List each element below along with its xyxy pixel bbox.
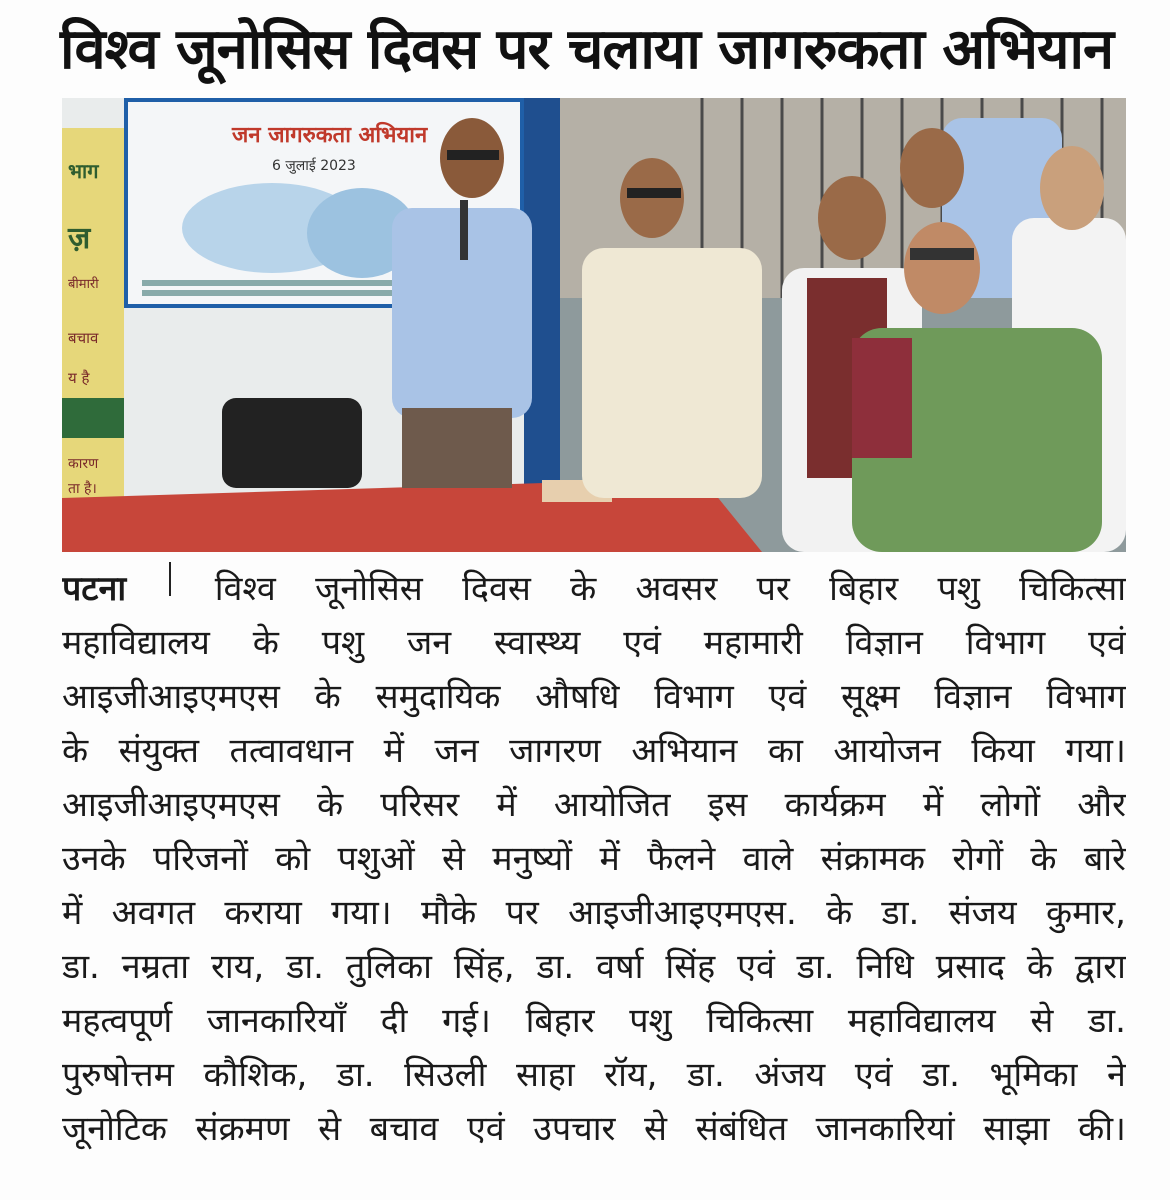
dateline: पटना bbox=[62, 569, 127, 609]
side-poster-text-6: कारण bbox=[68, 456, 99, 472]
word: गया। bbox=[1065, 731, 1126, 771]
word: आयोजित bbox=[553, 785, 671, 825]
article-line bbox=[62, 670, 1126, 724]
chair bbox=[222, 398, 362, 488]
word: गया। bbox=[331, 893, 392, 933]
word: पर bbox=[505, 893, 539, 933]
word: में bbox=[496, 785, 517, 825]
article-body bbox=[62, 562, 1126, 1156]
word: एवं bbox=[854, 1055, 893, 1095]
article-line bbox=[62, 1048, 1126, 1102]
word: अवसर bbox=[635, 569, 718, 609]
word: दी bbox=[380, 1001, 408, 1041]
word: मौके bbox=[420, 893, 477, 933]
word: लोगों bbox=[980, 785, 1041, 825]
article-line bbox=[62, 562, 1126, 616]
word: के bbox=[314, 677, 341, 717]
word: के bbox=[317, 785, 344, 825]
word: गई। bbox=[442, 1001, 491, 1041]
word: विश्व bbox=[214, 569, 276, 609]
word: स्वास्थ्य bbox=[494, 623, 581, 663]
word: अभियान bbox=[631, 731, 738, 771]
article-line bbox=[62, 616, 1126, 670]
side-poster-text-2: ज़ bbox=[68, 221, 91, 256]
word: डा. bbox=[336, 1055, 375, 1095]
article-line bbox=[62, 940, 1126, 994]
word: महाविद्यालय bbox=[62, 623, 210, 663]
word: बचाव bbox=[369, 1109, 439, 1149]
word: के bbox=[1030, 839, 1057, 879]
word: का bbox=[767, 731, 803, 771]
word: एवं bbox=[623, 623, 661, 663]
word: जूनोटिक bbox=[62, 1109, 167, 1149]
word: महामारी bbox=[703, 623, 803, 663]
event-photo-illustration bbox=[62, 98, 1126, 552]
word: मनुष्यों bbox=[492, 839, 573, 879]
event-photo bbox=[62, 98, 1126, 552]
word: इस bbox=[707, 785, 748, 825]
word: एवं bbox=[466, 1109, 505, 1149]
word: डा. bbox=[1088, 1001, 1126, 1041]
word: एवं bbox=[768, 677, 807, 717]
word: आइजीआइएमएस. bbox=[568, 893, 797, 933]
word: द्वारा bbox=[1074, 947, 1126, 987]
word: रोगों bbox=[952, 839, 1004, 879]
word: विज्ञान bbox=[845, 623, 923, 663]
word: पशु bbox=[937, 569, 980, 609]
word: पशु bbox=[321, 623, 365, 663]
word: कुमार, bbox=[1045, 893, 1126, 933]
word: रॉय, bbox=[604, 1055, 658, 1095]
word: बिहार bbox=[829, 569, 899, 609]
side-poster-text-5: य है bbox=[68, 369, 90, 387]
word: समुदायिक bbox=[375, 677, 501, 717]
word: डा. bbox=[796, 947, 835, 987]
word: आइजीआइएमएस bbox=[62, 785, 280, 825]
word: पशु bbox=[629, 1001, 672, 1041]
word: विभाग bbox=[965, 623, 1046, 663]
word: तत्वावधान bbox=[229, 731, 354, 771]
dateline-divider bbox=[169, 562, 171, 596]
article-line bbox=[62, 724, 1126, 778]
article-line bbox=[62, 994, 1126, 1048]
word: विभाग bbox=[1046, 677, 1126, 717]
word: डा. bbox=[686, 1055, 725, 1095]
word: डा. bbox=[286, 947, 324, 987]
word: डा. bbox=[62, 947, 100, 987]
word: से bbox=[441, 839, 465, 879]
word: पर bbox=[756, 569, 790, 609]
word: वाले bbox=[742, 839, 794, 879]
word: औषधि bbox=[535, 677, 620, 717]
word: जानकारियाँ bbox=[206, 1001, 346, 1041]
word: अवगत bbox=[111, 893, 196, 933]
headline: विश्व जूनोसिस दिवस पर चलाया जागरुकता अभियान bbox=[60, 17, 1114, 82]
word: ने bbox=[1106, 1055, 1126, 1095]
word: उपचार bbox=[533, 1109, 616, 1149]
word: तुलिका bbox=[345, 947, 432, 987]
word: सिंह bbox=[665, 947, 716, 987]
word: पशुओं bbox=[337, 839, 415, 879]
word: की। bbox=[1078, 1109, 1126, 1149]
article-line bbox=[62, 1102, 1126, 1156]
word: भूमिका bbox=[989, 1055, 1078, 1095]
word: नम्रता bbox=[121, 947, 190, 987]
word: में bbox=[599, 839, 620, 879]
word: कराया bbox=[224, 893, 302, 933]
word: एवं bbox=[737, 947, 775, 987]
word: उनके bbox=[62, 839, 126, 879]
word: सूक्ष्म bbox=[841, 677, 900, 717]
article-line bbox=[62, 778, 1126, 832]
word: प्रसाद bbox=[935, 947, 1005, 987]
side-poster-text-4: बचाव bbox=[68, 329, 99, 347]
word: कौशिक, bbox=[203, 1055, 308, 1095]
word: पुरुषोत्तम bbox=[62, 1055, 174, 1095]
word: एवं bbox=[1088, 623, 1126, 663]
word: जूनोसिस bbox=[315, 569, 423, 609]
word: राय, bbox=[210, 947, 265, 987]
word: सिंह, bbox=[453, 947, 515, 987]
word: बिहार bbox=[525, 1001, 595, 1041]
word: संक्रमण bbox=[195, 1109, 290, 1149]
word: साहा bbox=[515, 1055, 575, 1095]
word: से bbox=[318, 1109, 342, 1149]
word: वर्षा bbox=[596, 947, 644, 987]
article-line bbox=[62, 832, 1126, 886]
article-line bbox=[62, 886, 1126, 940]
side-poster bbox=[62, 128, 124, 498]
word: को bbox=[275, 839, 311, 879]
word: संबंधित bbox=[695, 1109, 788, 1149]
word: डा. bbox=[536, 947, 575, 987]
word: अंजय bbox=[754, 1055, 826, 1095]
banner-date: 6 जुलाई 2023 bbox=[272, 158, 356, 174]
word: के bbox=[1026, 947, 1053, 987]
word: संयुक्त bbox=[118, 731, 199, 771]
word: चिकित्सा bbox=[706, 1001, 814, 1041]
word: निधि bbox=[856, 947, 914, 987]
side-poster-text-7: ता है। bbox=[68, 481, 97, 497]
word: आइजीआइएमएस bbox=[62, 677, 280, 717]
word: से bbox=[1030, 1001, 1054, 1041]
word: के bbox=[252, 623, 279, 663]
word: साझा bbox=[983, 1109, 1050, 1149]
word: से bbox=[644, 1109, 668, 1149]
word: विज्ञान bbox=[934, 677, 1012, 717]
banner-title: जन जागरुकता अभियान bbox=[232, 123, 428, 148]
word: के bbox=[826, 893, 853, 933]
word: संक्रामक bbox=[820, 839, 926, 879]
word: महाविद्यालय bbox=[847, 1001, 996, 1041]
word: जन bbox=[434, 731, 479, 771]
word: जन bbox=[407, 623, 452, 663]
word: जागरण bbox=[509, 731, 601, 771]
side-poster-text-1: भाग bbox=[68, 159, 99, 183]
word: और bbox=[1077, 785, 1126, 825]
word: में bbox=[922, 785, 944, 825]
side-poster-text-3: बीमारी bbox=[68, 277, 99, 292]
word: किया bbox=[971, 731, 1035, 771]
word: के bbox=[62, 731, 89, 771]
word: संजय bbox=[948, 893, 1017, 933]
word: जानकारियां bbox=[815, 1109, 955, 1149]
word: कार्यक्रम bbox=[784, 785, 886, 825]
word: के bbox=[570, 569, 597, 609]
word: डा. bbox=[881, 893, 920, 933]
word: में bbox=[383, 731, 404, 771]
word: परिसर bbox=[380, 785, 460, 825]
word: महत्वपूर्ण bbox=[62, 1001, 173, 1041]
word: दिवस bbox=[462, 569, 531, 609]
word: परिजनों bbox=[152, 839, 248, 879]
word: आयोजन bbox=[833, 731, 941, 771]
word: में bbox=[62, 893, 83, 933]
word: विभाग bbox=[654, 677, 734, 717]
word: डा. bbox=[922, 1055, 960, 1095]
word: चिकित्सा bbox=[1019, 569, 1126, 609]
word: बारे bbox=[1083, 839, 1126, 879]
word: सिउली bbox=[404, 1055, 487, 1095]
word: फैलने bbox=[647, 839, 716, 879]
